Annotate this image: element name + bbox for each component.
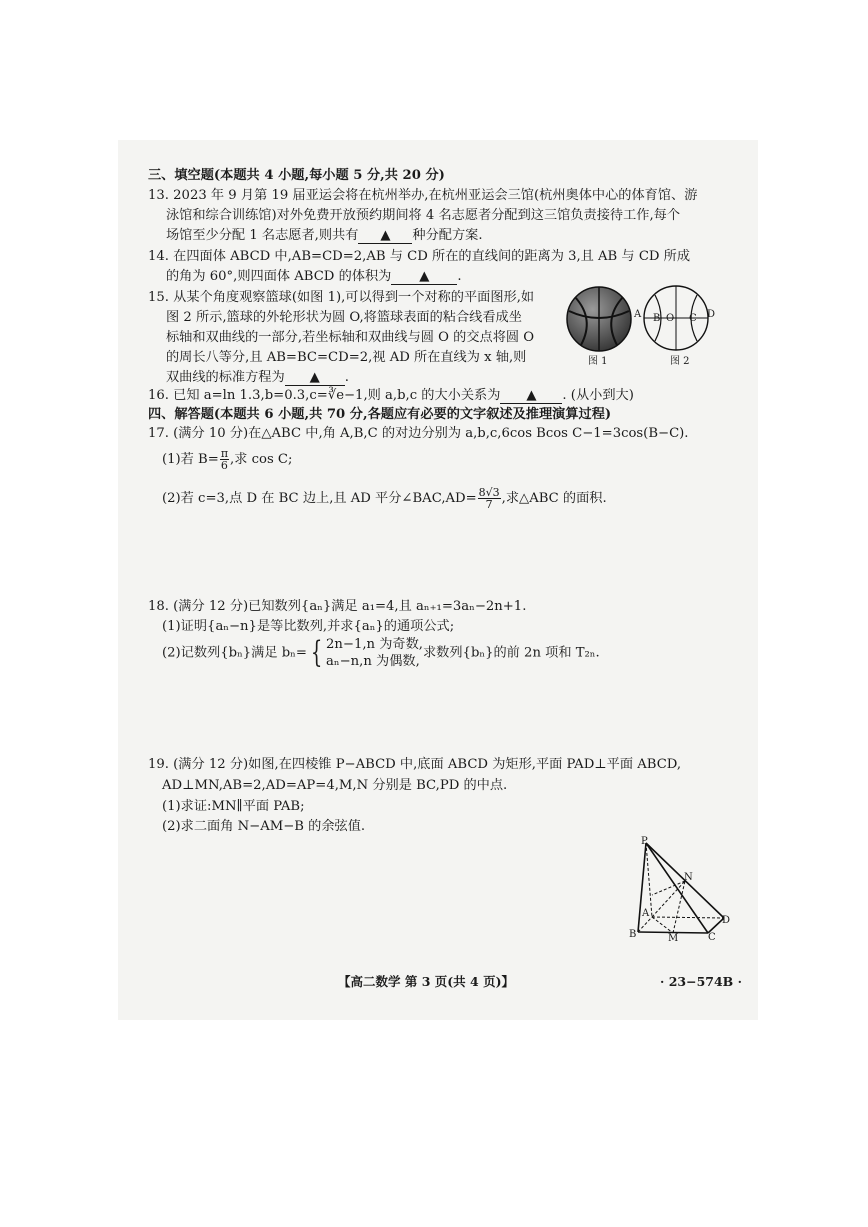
piecewise-cases: 2n−1,n 为奇数, aₙ−n,n 为偶数, — [326, 637, 423, 669]
q15-line3: 标轴和双曲线的一部分,若坐标轴和双曲线与圆 O 的交点将圆 O — [166, 330, 535, 345]
q18-intro: 18. (满分 12 分)已知数列{aₙ}满足 a₁=4,且 aₙ₊₁=3aₙ−2n+1. — [148, 599, 527, 614]
q17-part1: (1)若 B= $\frac{\pi}{6}$ ,求 cos C; — [162, 447, 293, 472]
pyramid-label-N: N — [684, 872, 693, 883]
answer-blank: ▲ — [285, 371, 345, 386]
brace-glyph: { — [310, 635, 323, 670]
q18-part1: (1)证明{aₙ−n}是等比数列,并求{aₙ}的通项公式; — [162, 619, 455, 634]
section-title-answer: 四、解答题(本题共 6 小题,共 70 分,各题应有必要的文字叙述及推理演算过程) — [148, 407, 612, 422]
pyramid-label-C: C — [708, 932, 716, 943]
q17-intro: 17. (满分 10 分)在△ABC 中,角 A,B,C 的对边分别为 a,b,c,6cos Bcos C−1=3cos(B−C). — [148, 426, 689, 441]
fig2-label-D: D — [707, 309, 716, 320]
q15-line2: 图 2 所示,篮球的外轮形状为圆 O,将篮球表面的粘合线看成坐 — [166, 310, 522, 325]
q14-line2: 的角为 60°,则四面体 ABCD 的体积为 ▲ . — [166, 269, 462, 284]
q19-part2: (2)求二面角 N−AM−B 的余弦值. — [162, 819, 366, 834]
pyramid-label-D: D — [722, 915, 731, 926]
q15-line1: 15. 从某个角度观察篮球(如图 1),可以得到一个对称的平面图形,如 — [148, 290, 535, 305]
q19-line1: 19. (满分 12 分)如图,在四棱锥 P−ABCD 中,底面 ABCD 为矩形,平面 PAD⊥平面 ABCD, — [148, 757, 682, 772]
q13-line3: 场馆至少分配 1 名志愿者,则共有 ▲ 种分配方案. — [166, 228, 483, 243]
q17-part2: (2)若 c=3,点 D 在 BC 边上,且 AD 平分∠BAC,AD= $\frac{8√3}{7}$ ,求△ABC 的面积. — [162, 486, 607, 511]
answer-blank: ▲ — [500, 389, 562, 404]
q19-line2: AD⊥MN,AB=2,AD=AP=4,M,N 分别是 BC,PD 的中点. — [162, 778, 508, 793]
q13-line1: 13. 2023 年 9 月第 19 届亚运会将在杭州举办,在杭州亚运会三馆(杭州奥体中心的体育馆、游 — [148, 188, 698, 203]
fig2-label-A: A — [634, 309, 642, 320]
fraction: $\frac{\pi}{6}$ — [220, 447, 229, 472]
basketball-figure-icon — [565, 285, 633, 353]
fraction: $\frac{8√3}{7}$ — [478, 486, 500, 511]
fig2-label-O: O — [666, 313, 675, 324]
figure1-caption: 图 1 — [588, 356, 608, 367]
q13-line2: 泳馆和综合训练馆)对外免费开放预约期间将 4 名志愿者分配到这三馆负责接待工作,每个 — [166, 208, 681, 223]
page-footer-center: 【高二数学 第 3 页(共 4 页)】 — [338, 974, 514, 989]
q16-line: 16. 已知 a=ln 1.3,b=0.3,c=∛e−1,则 a,b,c 的大小关系为 ▲ . (从小到大) — [148, 388, 634, 403]
pyramid-figure — [628, 835, 738, 945]
pyramid-label-P: P — [641, 836, 648, 847]
answer-blank: ▲ — [358, 229, 412, 244]
q14-line1: 14. 在四面体 ABCD 中,AB=CD=2,AB 与 CD 所在的直线间的距离为 3,且 AB 与 CD 所成 — [148, 249, 691, 264]
page-footer-code: · 23−574B · — [660, 974, 742, 989]
section-title-fill-in: 三、填空题(本题共 4 小题,每小题 5 分,共 20 分) — [148, 168, 445, 183]
pyramid-label-B: B — [629, 929, 637, 940]
q18-part2: (2)记数列{bₙ}满足 bₙ= { 2n−1,n 为奇数, aₙ−n,n 为偶数, 求数列{bₙ}的前 2n 项和 T₂ₙ. — [162, 635, 600, 670]
q15-line5: 双曲线的标准方程为 ▲ . — [166, 370, 349, 385]
q15-line4: 的周长八等分,且 AB=BC=CD=2,视 AD 所在直线为 x 轴,则 — [166, 350, 527, 365]
pyramid-label-A: A — [642, 908, 650, 919]
answer-blank: ▲ — [391, 270, 457, 285]
fig2-label-B: B — [653, 313, 661, 324]
q19-part1: (1)求证:MN∥平面 PAB; — [162, 799, 305, 814]
figure2-caption: 图 2 — [670, 356, 690, 367]
pyramid-label-M: M — [668, 933, 679, 944]
fig2-label-C: C — [689, 313, 697, 324]
